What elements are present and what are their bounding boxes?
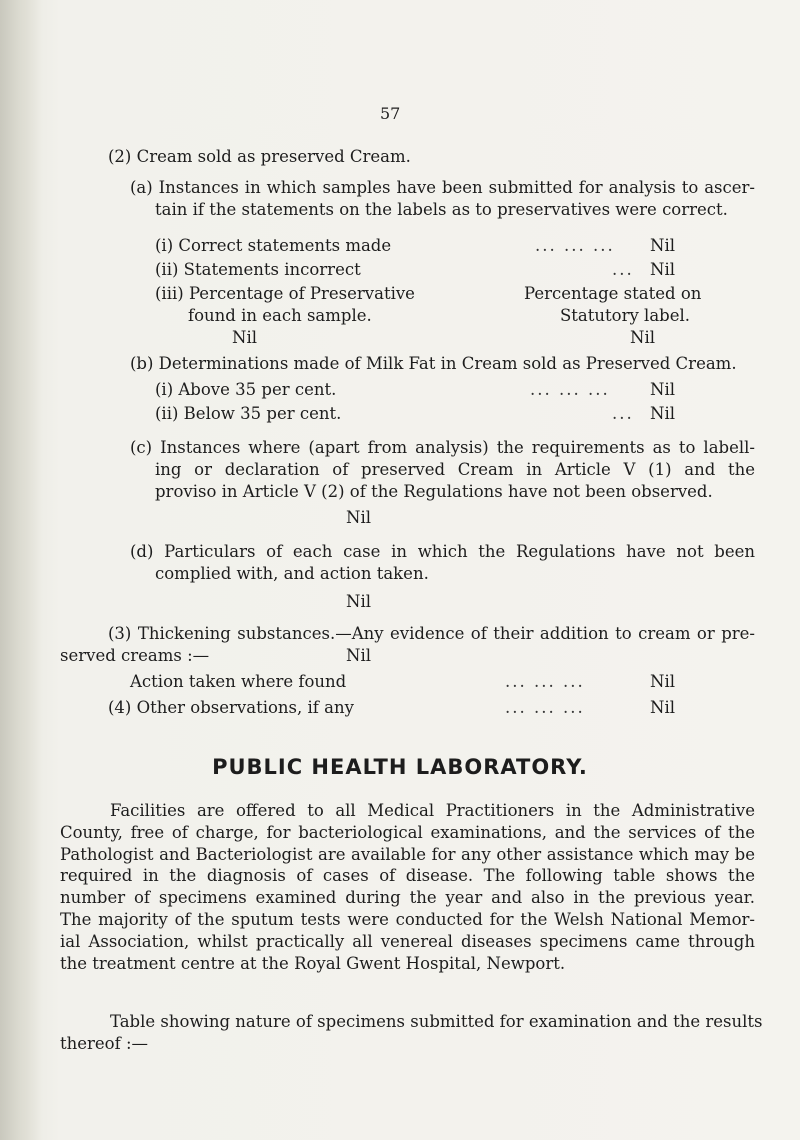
item-below-35: (ii) Below 35 per cent. xyxy=(155,404,342,423)
paragraph-line: Pathologist and Bacteriologist are available for any other assistance which may be xyxy=(60,844,755,864)
item-percentage-preservative: (iii) Percentage of Preservative xyxy=(155,284,415,303)
section-3-line-2: served creams :— xyxy=(60,646,210,665)
table-intro-line-1: Table showing nature of specimens submitted for examination and the results xyxy=(110,1012,763,1031)
table-intro-line-2: thereof :— xyxy=(60,1034,149,1053)
item-correct-statements: (i) Correct statements made xyxy=(155,236,392,255)
page-number: 57 xyxy=(380,104,401,123)
section-2c-line-2: ing or declaration of preserved Cream in Article V (1) and the xyxy=(155,460,755,479)
leader-dots: ... ... ... xyxy=(505,698,585,717)
section-2d-value: Nil xyxy=(346,592,371,611)
leader-dots: ... xyxy=(612,260,634,279)
item-below-35-value: Nil xyxy=(650,404,675,423)
section-2-title: (2) Cream sold as preserved Cream. xyxy=(108,147,411,166)
section-2a-line-1: (a) Instances in which samples have been submitted for analysis to ascer- xyxy=(130,178,755,197)
section-2c-line-3: proviso in Article V (2) of the Regulations have not been observed. xyxy=(155,482,713,501)
action-taken-label: Action taken where found xyxy=(130,672,347,691)
paragraph-line: County, free of charge, for bacteriological examinations, and the services of the xyxy=(60,822,755,842)
leader-dots: ... xyxy=(612,404,634,423)
section-2c-line-1: (c) Instances where (apart from analysis) the requirements as to labell- xyxy=(130,438,755,457)
item-above-35-value: Nil xyxy=(650,380,675,399)
percentage-stated-label-1: Percentage stated on xyxy=(524,284,702,303)
paragraph-line: Facilities are offered to all Medical Practitioners in the Administrative xyxy=(110,801,755,820)
section-2b-title: (b) Determinations made of Milk Fat in Cream sold as Preserved Cream. xyxy=(130,354,737,373)
leader-dots: ... ... ... xyxy=(530,380,610,399)
section-2d-line-2: complied with, and action taken. xyxy=(155,564,429,583)
item-correct-statements-value: Nil xyxy=(650,236,675,255)
leader-dots: ... ... ... xyxy=(505,672,585,691)
section-4-label: (4) Other observations, if any xyxy=(108,698,354,717)
section-2a-line-2: tain if the statements on the labels as to preservatives were correct. xyxy=(155,200,728,219)
item-above-35: (i) Above 35 per cent. xyxy=(155,380,337,399)
section-2c-value: Nil xyxy=(346,508,371,527)
paragraph-line: number of specimens examined during the year and also in the previous year. xyxy=(60,888,755,908)
section-3-line-1: (3) Thickening substances.—Any evidence of their addition to cream or pre- xyxy=(108,624,755,643)
percentage-stated-label-2: Statutory label. xyxy=(560,306,691,325)
percentage-stated-value: Nil xyxy=(630,328,655,347)
paragraph-line: the treatment centre at the Royal Gwent Hospital, Newport. xyxy=(60,953,566,973)
page-edge-shadow xyxy=(0,0,42,1140)
section-4-value: Nil xyxy=(650,698,675,717)
section-2d-line-1: (d) Particulars of each case in which the Regulations have not been xyxy=(130,542,755,561)
item-percentage-preservative-2: found in each sample. xyxy=(188,306,372,325)
paragraph-line: required in the diagnosis of cases of disease. The following table shows the xyxy=(60,866,755,886)
item-statements-incorrect-value: Nil xyxy=(650,260,675,279)
section-3-line-2-value: Nil xyxy=(346,646,371,665)
laboratory-paragraph xyxy=(60,800,755,974)
action-taken-value: Nil xyxy=(650,672,675,691)
percentage-preservative-value: Nil xyxy=(232,328,257,347)
paragraph-line: ial Association, whilst practically all venereal diseases specimens came through xyxy=(60,931,755,951)
leader-dots: ... ... ... xyxy=(535,236,615,255)
paragraph-line: The majority of the sputum tests were conducted for the Welsh National Memor- xyxy=(60,909,755,929)
item-statements-incorrect: (ii) Statements incorrect xyxy=(155,260,361,279)
section-heading: PUBLIC HEALTH LABORATORY. xyxy=(212,755,588,779)
